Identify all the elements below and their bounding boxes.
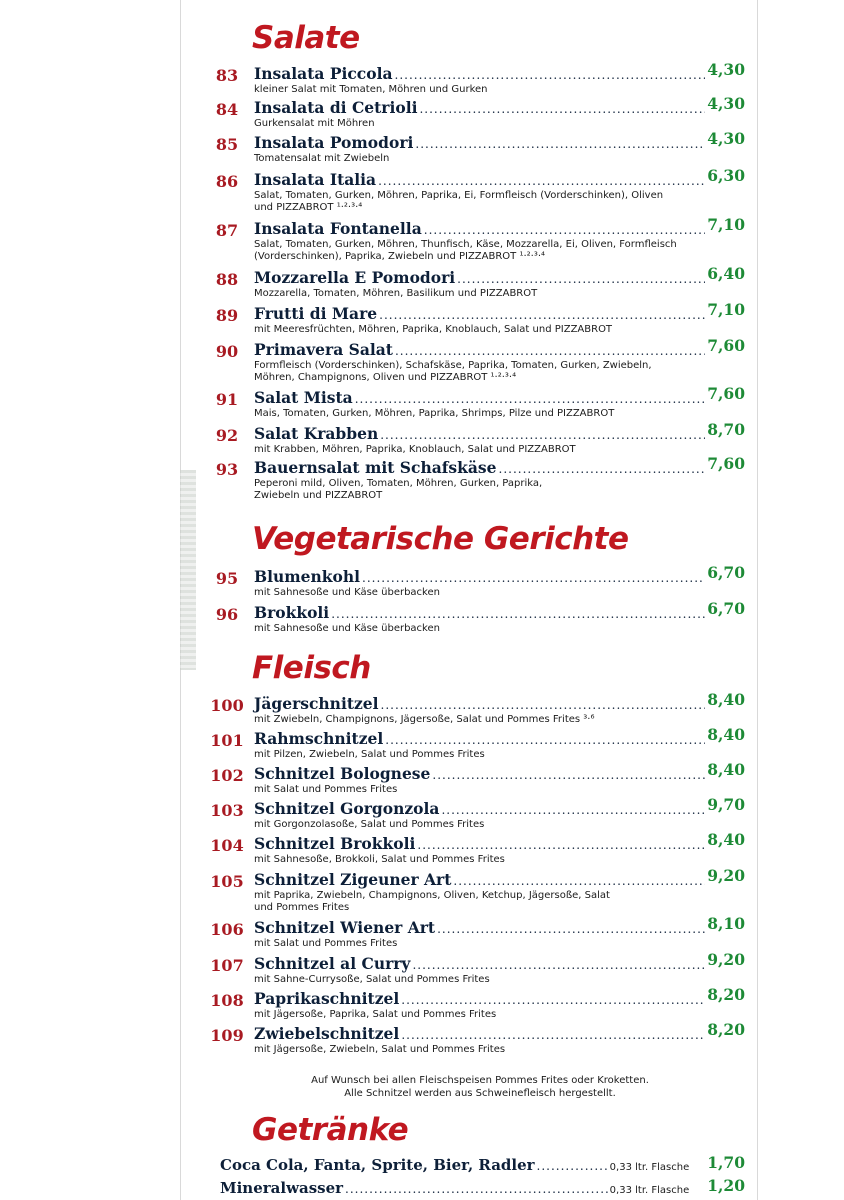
item-description: mit Sahnesoße und Käse überbacken bbox=[254, 587, 440, 598]
item-price: 7,60 bbox=[707, 384, 745, 403]
dot-leader bbox=[432, 768, 705, 782]
dot-leader bbox=[401, 1028, 705, 1042]
item-description: Salat, Tomaten, Gurken, Möhren, Thunfisch, Käse, Mozzarella, Ei, Oliven, Formfleisch (Vorderschinken), Paprika, Zwiebeln und PIZZABROT ¹·²·³·⁴ bbox=[254, 239, 677, 262]
item-price: 8,40 bbox=[707, 690, 745, 709]
item-name: Insalata Pomodori bbox=[254, 133, 414, 152]
item-price: 8,40 bbox=[707, 760, 745, 779]
item-number: 87 bbox=[215, 221, 239, 240]
item-price: 7,60 bbox=[707, 336, 745, 355]
item-description: mit Meeresfrüchten, Möhren, Paprika, Knoblauch, Salat und PIZZABROT bbox=[254, 324, 613, 335]
drink-size: 0,33 ltr. Flasche bbox=[609, 1162, 690, 1173]
item-price: 8,20 bbox=[707, 1020, 745, 1039]
dot-leader bbox=[331, 607, 705, 621]
item-number: 106 bbox=[210, 920, 244, 939]
item-description: mit Jägersoße, Zwiebeln, Salat und Pommes Frites bbox=[254, 1044, 506, 1055]
dot-leader bbox=[457, 272, 705, 286]
item-number: 88 bbox=[215, 270, 239, 289]
item-number: 84 bbox=[215, 100, 239, 119]
note-line: Alle Schnitzel werden aus Schweinefleisch hergestellt. bbox=[344, 1088, 616, 1099]
item-name: Brokkoli bbox=[254, 603, 330, 622]
drink-size: 0,33 ltr. Flasche bbox=[609, 1185, 690, 1196]
dot-leader bbox=[537, 1159, 608, 1173]
item-number: 85 bbox=[215, 135, 239, 154]
dot-leader bbox=[355, 392, 706, 406]
item-name: Jägerschnitzel bbox=[254, 694, 379, 713]
item-number: 108 bbox=[210, 991, 244, 1010]
dot-leader bbox=[412, 958, 705, 972]
item-description: mit Pilzen, Zwiebeln, Salat und Pommes Frites bbox=[254, 749, 485, 760]
item-price: 4,30 bbox=[707, 94, 745, 113]
item-price: 7,60 bbox=[707, 454, 745, 473]
dot-leader bbox=[345, 1182, 608, 1196]
item-price: 4,30 bbox=[707, 129, 745, 148]
dot-leader bbox=[380, 428, 705, 442]
item-number: 95 bbox=[215, 569, 239, 588]
item-name: Salat Mista bbox=[254, 388, 353, 407]
item-number: 93 bbox=[215, 460, 239, 479]
item-name: Frutti di Mare bbox=[254, 304, 378, 323]
item-price: 8,40 bbox=[707, 725, 745, 744]
item-name: Rahmschnitzel bbox=[254, 729, 384, 748]
item-description: Salat, Tomaten, Gurken, Möhren, Paprika, Ei, Formfleisch (Vorderschinken), Oliven und PIZZABROT ¹·²·³·⁴ bbox=[254, 190, 664, 213]
dot-leader bbox=[378, 174, 705, 188]
item-description: Peperoni mild, Oliven, Tomaten, Möhren, Gurken, Paprika, Zwiebeln und PIZZABROT bbox=[254, 478, 543, 501]
dot-leader bbox=[381, 698, 706, 712]
item-number: 90 bbox=[215, 342, 239, 361]
item-description: mit Paprika, Zwiebeln, Champignons, Oliven, Ketchup, Jägersoße, Salat und Pommes Frites bbox=[254, 890, 610, 913]
item-number: 107 bbox=[210, 956, 244, 975]
item-description: Formfleisch (Vorderschinken), Schafskäse, Paprika, Tomaten, Gurken, Zwiebeln, Möhren, Champignons, Oliven und PIZZABROT ¹·²·³·⁴ bbox=[254, 360, 652, 383]
item-number: 86 bbox=[215, 172, 239, 191]
item-name: Blumenkohl bbox=[254, 567, 361, 586]
drink-item bbox=[220, 1155, 745, 1174]
item-description: mit Zwiebeln, Champignons, Jägersoße, Salat und Pommes Frites ³·⁶ bbox=[254, 714, 595, 725]
dot-leader bbox=[441, 803, 705, 817]
item-name: Insalata Fontanella bbox=[254, 219, 422, 238]
item-description: mit Jägersoße, Paprika, Salat und Pommes Frites bbox=[254, 1009, 497, 1020]
heading-fleisch: Fleisch bbox=[252, 650, 371, 686]
drink-name: Mineralwasser bbox=[220, 1179, 344, 1197]
dot-leader bbox=[453, 874, 705, 888]
dot-leader bbox=[415, 137, 705, 151]
dot-leader bbox=[499, 462, 706, 476]
drink-price: 1,70 bbox=[707, 1153, 745, 1172]
item-number: 109 bbox=[210, 1026, 244, 1045]
item-description: mit Salat und Pommes Frites bbox=[254, 784, 398, 795]
item-name: Salat Krabben bbox=[254, 424, 379, 443]
item-number: 96 bbox=[215, 605, 239, 624]
dot-leader bbox=[379, 308, 705, 322]
dot-leader bbox=[395, 344, 705, 358]
item-number: 105 bbox=[210, 872, 244, 891]
item-number: 104 bbox=[210, 836, 244, 855]
item-number: 83 bbox=[215, 66, 239, 85]
item-description: kleiner Salat mit Tomaten, Möhren und Gurken bbox=[254, 84, 488, 95]
item-name: Insalata Italia bbox=[254, 170, 377, 189]
item-name: Primavera Salat bbox=[254, 340, 393, 359]
item-price: 8,20 bbox=[707, 985, 745, 1004]
item-price: 8,70 bbox=[707, 420, 745, 439]
item-price: 9,20 bbox=[707, 950, 745, 969]
dot-leader bbox=[437, 922, 705, 936]
item-price: 6,30 bbox=[707, 166, 745, 185]
item-description: Mais, Tomaten, Gurken, Möhren, Paprika, Shrimps, Pilze und PIZZABROT bbox=[254, 408, 615, 419]
item-name: Schnitzel al Curry bbox=[254, 954, 411, 973]
dot-leader bbox=[417, 838, 705, 852]
item-price: 6,70 bbox=[707, 563, 745, 582]
item-name: Bauernsalat mit Schafskäse bbox=[254, 458, 497, 477]
note-line: Auf Wunsch bei allen Fleischspeisen Pommes Frites oder Kroketten. bbox=[311, 1075, 649, 1086]
item-price: 6,70 bbox=[707, 599, 745, 618]
item-name: Schnitzel Wiener Art bbox=[254, 918, 436, 937]
item-number: 103 bbox=[210, 801, 244, 820]
dot-leader bbox=[395, 68, 706, 82]
dot-leader bbox=[424, 223, 705, 237]
item-name: Schnitzel Brokkoli bbox=[254, 834, 416, 853]
item-description: mit Sahne-Currysoße, Salat und Pommes Frites bbox=[254, 974, 490, 985]
drink-price: 1,20 bbox=[707, 1176, 745, 1195]
item-description: mit Salat und Pommes Frites bbox=[254, 938, 398, 949]
dot-leader bbox=[419, 102, 705, 116]
item-name: Schnitzel Zigeuner Art bbox=[254, 870, 452, 889]
heading-salate: Salate bbox=[252, 20, 360, 56]
item-number: 91 bbox=[215, 390, 239, 409]
item-price: 8,40 bbox=[707, 830, 745, 849]
item-number: 100 bbox=[210, 696, 244, 715]
item-number: 89 bbox=[215, 306, 239, 325]
item-name: Zwiebelschnitzel bbox=[254, 1024, 400, 1043]
item-description: mit Sahnesoße, Brokkoli, Salat und Pommes Frites bbox=[254, 854, 505, 865]
item-description: mit Krabben, Möhren, Paprika, Knoblauch, Salat und PIZZABROT bbox=[254, 444, 576, 455]
item-price: 8,10 bbox=[707, 914, 745, 933]
item-number: 92 bbox=[215, 426, 239, 445]
item-price: 6,40 bbox=[707, 264, 745, 283]
fleisch-note bbox=[270, 1074, 690, 1100]
item-price: 4,30 bbox=[707, 60, 745, 79]
item-price: 7,10 bbox=[707, 215, 745, 234]
dot-leader bbox=[401, 993, 705, 1007]
dot-leader bbox=[362, 571, 705, 585]
heading-vegetarisch: Vegetarische Gerichte bbox=[252, 521, 629, 557]
item-price: 9,20 bbox=[707, 866, 745, 885]
page-shadow bbox=[180, 470, 196, 670]
item-description: mit Sahnesoße und Käse überbacken bbox=[254, 623, 440, 634]
item-description: mit Gorgonzolasoße, Salat und Pommes Frites bbox=[254, 819, 485, 830]
drink-name: Coca Cola, Fanta, Sprite, Bier, Radler bbox=[220, 1156, 535, 1174]
item-name: Insalata Piccola bbox=[254, 64, 393, 83]
item-number: 102 bbox=[210, 766, 244, 785]
dot-leader bbox=[385, 733, 705, 747]
item-name: Schnitzel Gorgonzola bbox=[254, 799, 440, 818]
item-price: 7,10 bbox=[707, 300, 745, 319]
item-description: Tomatensalat mit Zwiebeln bbox=[254, 153, 390, 164]
heading-getraenke: Getränke bbox=[252, 1112, 409, 1148]
item-name: Insalata di Cetrioli bbox=[254, 98, 418, 117]
drink-item bbox=[220, 1178, 745, 1197]
item-number: 101 bbox=[210, 731, 244, 750]
item-name: Paprikaschnitzel bbox=[254, 989, 400, 1008]
item-name: Mozzarella E Pomodori bbox=[254, 268, 456, 287]
item-name: Schnitzel Bolognese bbox=[254, 764, 431, 783]
item-description: Mozzarella, Tomaten, Möhren, Basilikum und PIZZABROT bbox=[254, 288, 538, 299]
item-description: Gurkensalat mit Möhren bbox=[254, 118, 375, 129]
item-price: 9,70 bbox=[707, 795, 745, 814]
